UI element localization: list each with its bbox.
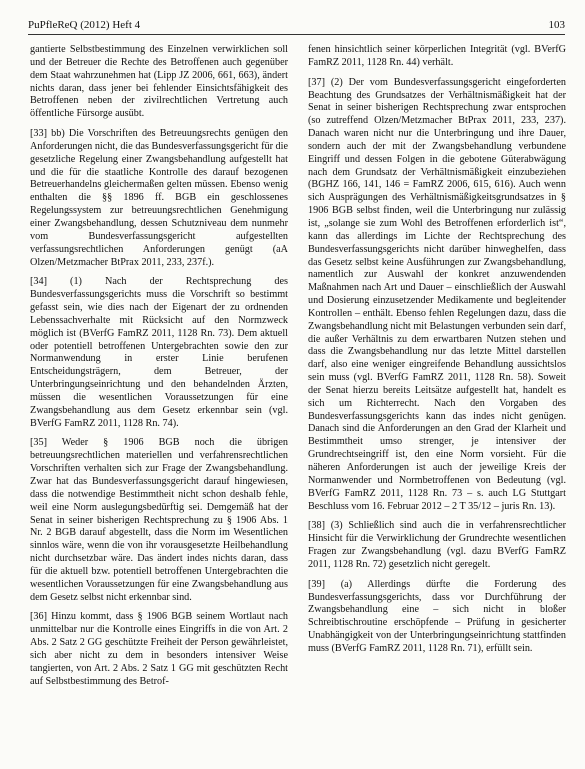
paragraph: fenen hinsichtlich seiner körperlichen Integrität (vgl. BVerfG FamRZ 2011, 1128 Rn. 44) verhält. xyxy=(308,44,566,68)
paragraph: [38] (3) Schließlich sind auch die in verfahrensrechtlicher Hinsicht für die Verwirklichung der Grundrechte wesentlichen Fragen zur Zwangsbehandlung (vgl. dazu BVerfG FamRZ 2011, 1128 Rn. 72) gesetzlich nicht geregelt. xyxy=(308,520,566,570)
paragraph: [37] (2) Der vom Bundesverfassungsgericht eingeforderten Beachtung des Grundsatzes der Verhältnismäßigkeit hat der Senat in seiner bisherigen Rechtsprechung zwar entsprochen (so zutreffend Olzen/Metzmacher BtPrax 2011, 233, 237). Danach waren nicht nur die Unterbringung und ihre Dauer, sondern auch der mit der Zwangsbehandlung verbundene Eingriff und dessen Folgen in die gebotene Güterabwägung nach dem Grundsatz der Verhältnismäßigkeit einzubeziehen (BGHZ 166, 141, 146 = FamRZ 2006, 615, 616). Auch wenn sich Ausprägungen des Verhältnismäßigkeitsgrundsatzes in § 1906 BGB selbst finden, weil die Unterbringung nur zulässig ist, „solange sie zum Wohl des Betroffenen erforderlich ist“, kann das allerdings im Lichte der Rechtsprechung des Bundesverfassungsgerichts nicht darüber hinweghelfen, dass das Gesetz selbst keine Ausführungen zur Zwangsbehandlung, namentlich zur Auswahl der konkret anzuwendenden Maßnahmen nach Art und Dauer – einschließlich der Auswahl und Dosierung einzusetzender Medikamente und begleitender Kontrollen – enthält. Ebenso fehlen Regelungen dazu, dass die Zwangsbehandlung nicht mit Belastungen verbunden sein darf, die außer Verhältnis zu dem erwartbaren Nutzen stehen und dass die Zwangsbehandlung nur das letzte Mittel darstellen darf, also eine weniger eingreifende Behandlung aussichtslos sein muss (vgl. BVerfG FamRZ 2011, 1128 Rn. 58). Soweit der Senat hierzu bereits Leitsätze aufgestellt hat, handelt es sich um Richterrecht. Nach den Vorgaben des Bundesverfassungsgerichts kann das indes nicht genügen. Danach sind die Anforderungen an den Grad der Klarheit und Bestimmtheit umso strenger, je intensiver der Grundrechtseingriff ist, den eine Norm vorsieht. Für die näheren Anforderungen ist auch der jeweilige Kreis der Normanwender und Normbetroffenen von Bedeutung (vgl. BVerfG FamRZ 2011, 1128 Rn. 73 – s. auch LG Stuttgart Beschluss vom 16. Februar 2012 – 2 T 35/12 – juris Rn. 13). xyxy=(308,76,566,512)
paragraph: [34] (1) Nach der Rechtsprechung des Bundesverfassungsgerichts muss die Vorschrift so bestimmt gefasst sein, wie dies nach der Eigenart der zu ordnenden Lebenssachverhalte mit Rücksicht auf den Normzweck möglich ist (BVerfG FamRZ 2011, 1128 Rn. 73). Dem aktuell oder potentiell betroffenen Untergebrachten sowie den zur Normanwendung in erster Linie berufenen Entscheidungsträgern, dem Betreuer, der Unterbringungseinrichtung und den behandelnden Ärzten, müssen die wesentlichen Voraussetzungen für eine Zwangsbehandlung aus dem Gesetz erkennbar sein (vgl. BVerfG FamRZ 2011, 1128 Rn. 74). xyxy=(30,276,288,429)
paragraph: [35] Weder § 1906 BGB noch die übrigen betreuungsrechtlichen materiellen und verfahrensrechtlichen Vorschriften verhalten sich zur Frage der Zwangsbehandlung. Zwar hat das Bundesverfassungsgericht darauf hingewiesen, dass die notwendige Bestimmtheit nicht schon deshalb fehle, weil eine Norm auslegungsbedürftig sei. Demgemäß hat der Senat in seiner bisherigen Rechtsprechung zu § 1906 Abs. 1 Nr. 2 BGB darauf abgestellt, dass die Norm im Wesentlichen sinnlos wäre, wenn die von ihr vorausgesetzte Heilbehandlung nicht durchsetzbar wäre. Das ändert indes nichts daran, dass für die aktuell bzw. potentiell betroffenen Untergebrachten die wesentlichen Voraussetzungen für eine Zwangsbehandlung aus dem Gesetz selbst nicht erkennbar sind. xyxy=(30,437,288,603)
running-header xyxy=(28,18,565,35)
page-number: 103 xyxy=(548,19,565,31)
paragraph: [36] Hinzu kommt, dass § 1906 BGB seinem Wortlaut nach unmittelbar nur die Kontrolle eines Eingriffs in die von Art. 2 Abs. 2 Satz 2 GG geschützte Freiheit der Person gewährleistet, sich aber nicht zu dem in besonders intensiver Weise tangierten, von Art. 2 Abs. 2 Satz 1 GG mit geschützten Recht auf Selbstbestimmung des Betrof- xyxy=(30,611,288,687)
right-column xyxy=(308,44,566,663)
journal-title: PuPfleReQ (2012) Heft 4 xyxy=(28,19,141,31)
paragraph: [39] (a) Allerdings dürfte die Forderung des Bundesverfassungsgerichts, dass vor Durchführung der Zwangsbehandlung eine – sich nicht in bloßer Schreibtischroutine erschöpfende – Prüfung in gesicherter Unabhängigkeit von der Unterbringungseinrichtung stattfinden muss (BVerfG FamRZ 2011, 1128 Rn. 71), erfüllt sein. xyxy=(308,578,566,654)
paragraph: [33] bb) Die Vorschriften des Betreuungsrechts genügen den Anforderungen nicht, die das Bundesverfassungsgericht für die gesetzliche Regelung einer Zwangsbehandlung aufgestellt hat und die für die staatliche Kontrolle des darauf bezogenen Betreuerhandelns gleichermaßen gelten müssen. Ebenso wenig enthalten die §§ 1896 ff. BGB ein geschlossenes Regelungssystem zur betreuungsrechtlichen Genehmigung einer Zwangsbehandlung, dessen Schutzniveau dem nunmehr vom Bundesverfassungsgericht aufgestellten verfassungsrechtlichen Anforderungen genügt (aA Olzen/Metzmacher BtPrax 2011, 233, 237f.). xyxy=(30,128,288,268)
left-column xyxy=(30,44,288,696)
paragraph: gantierte Selbstbestimmung des Einzelnen verwirklichen soll und der Betreuer die Rechte des Betroffenen auch gegenüber dem Staat wahrzunehmen hat (Lipp JZ 2006, 661, 663), ändert nichts daran, dass jener bei fehlender Einsichtsfähigkeit des Betroffenen neben der zivilrechtlichen Vertretung auch öffentliche Fürsorge ausübt. xyxy=(30,44,288,120)
